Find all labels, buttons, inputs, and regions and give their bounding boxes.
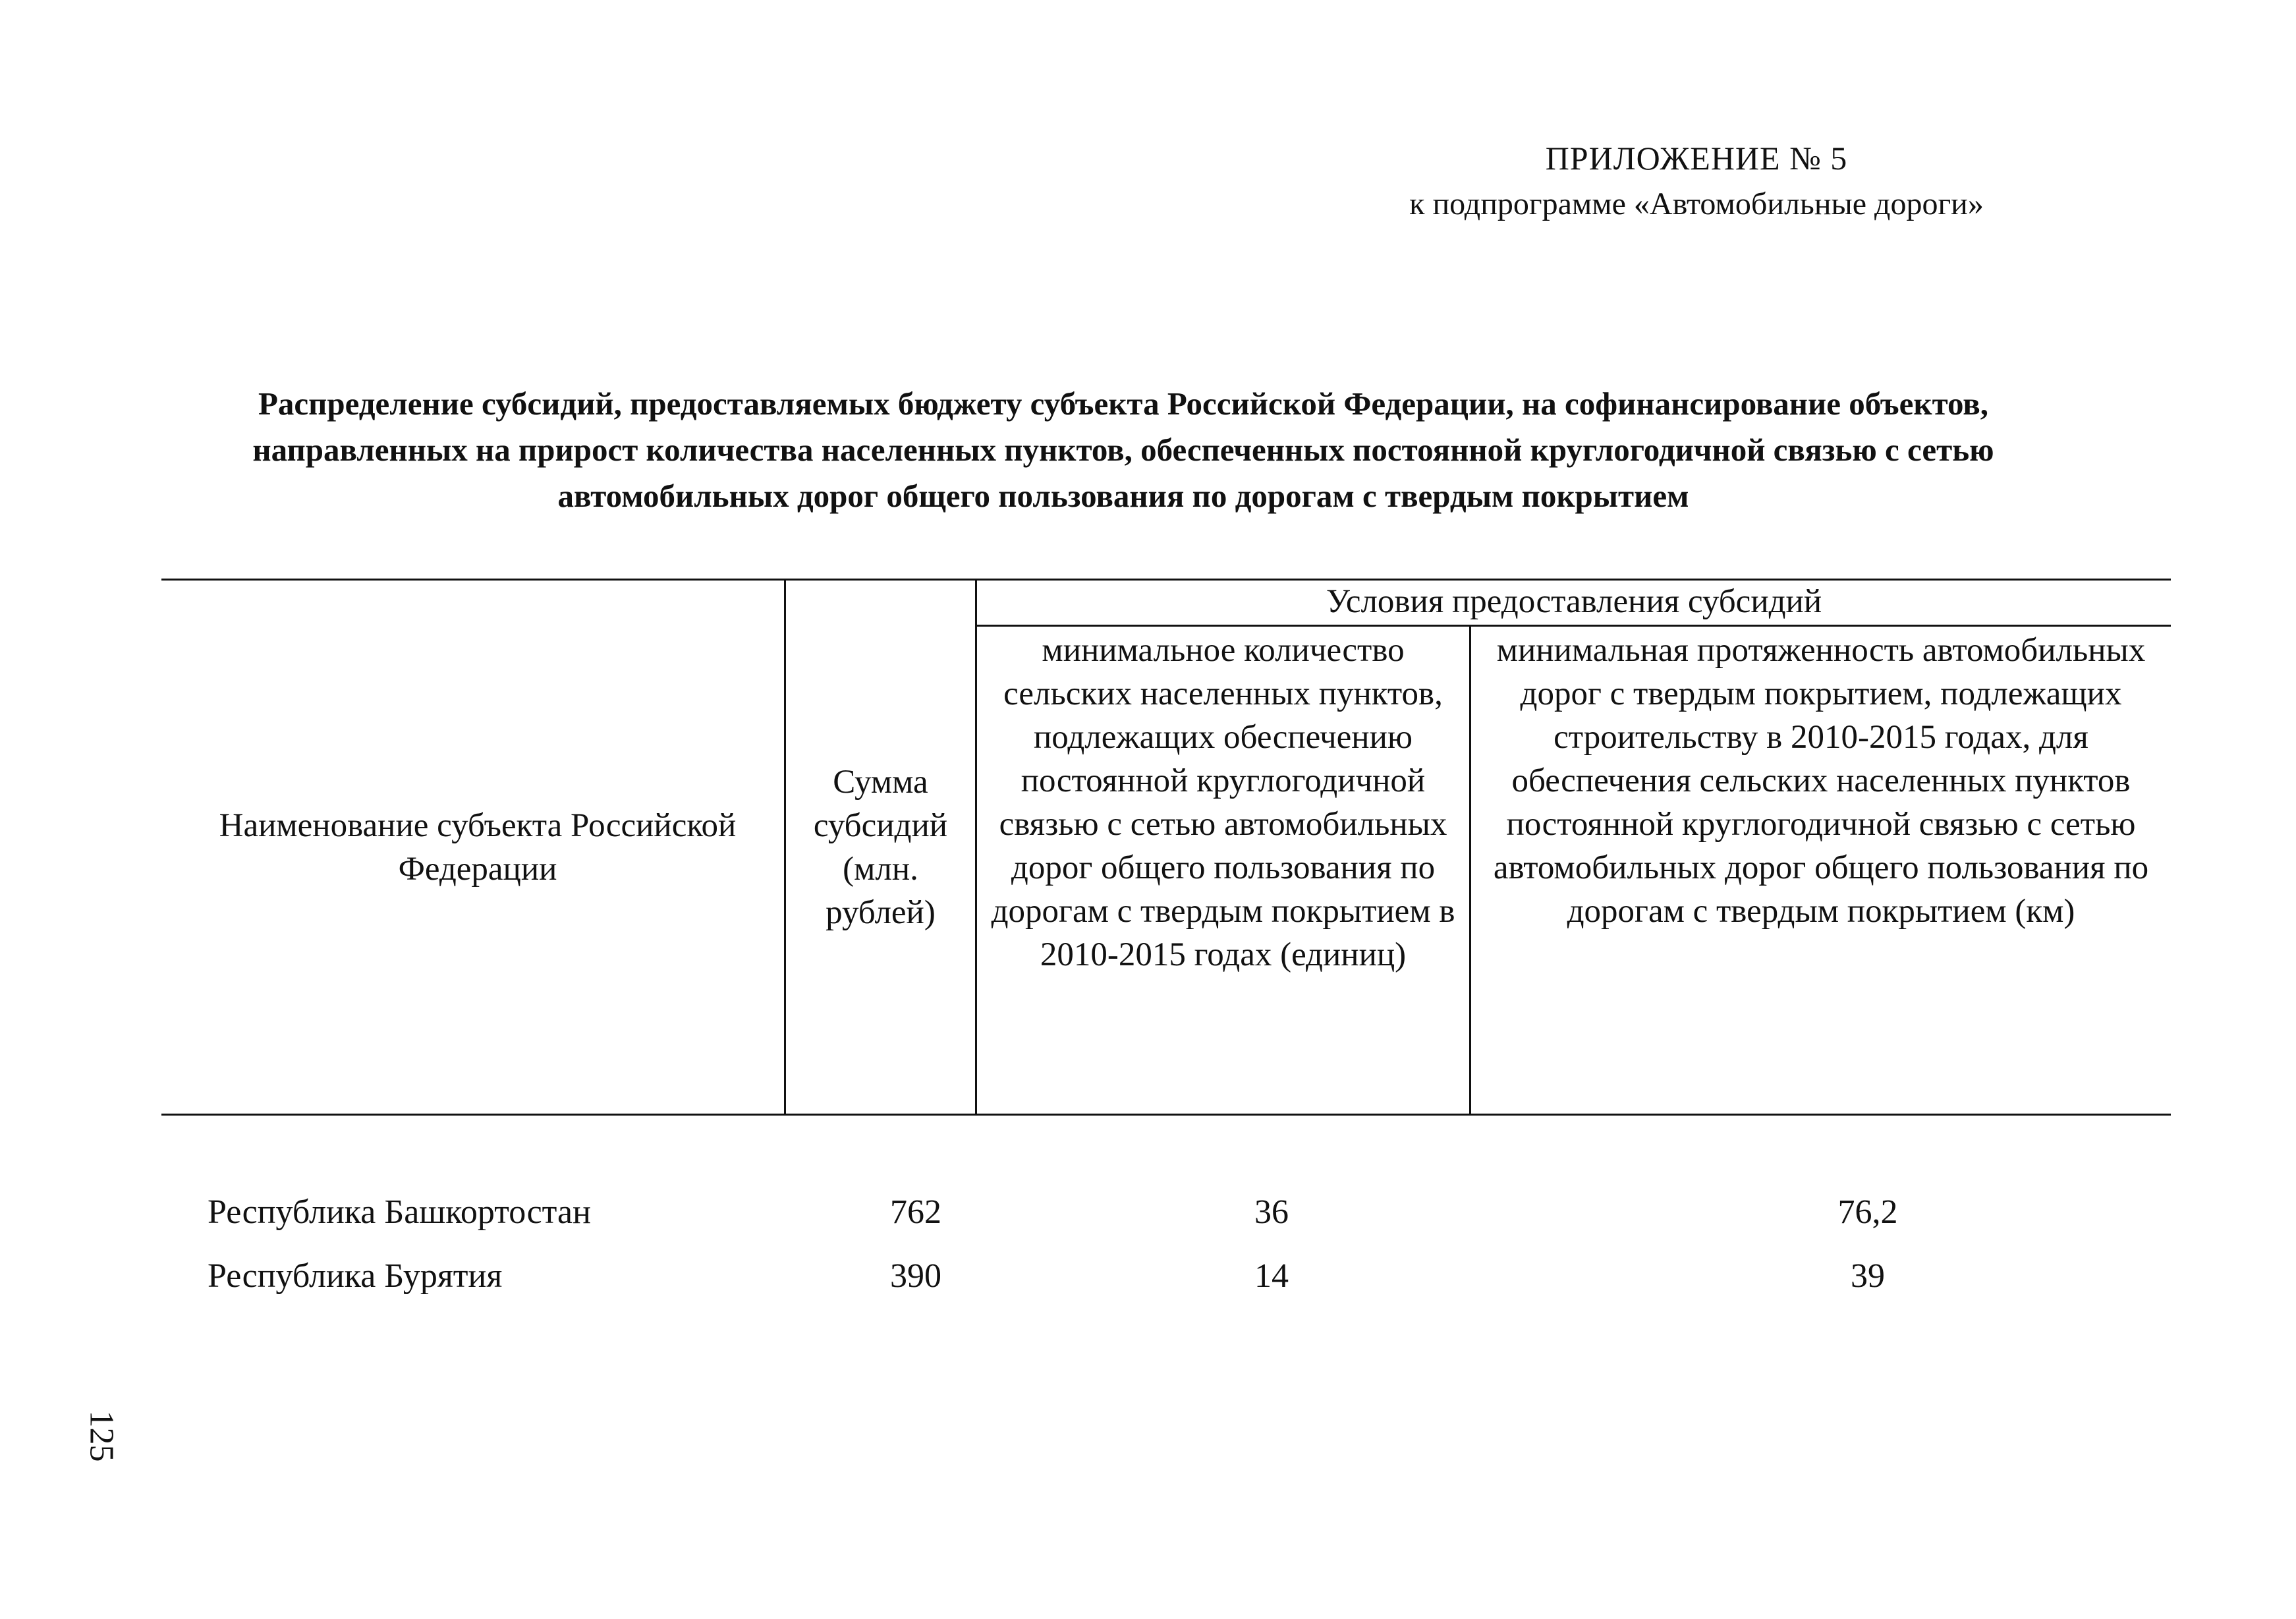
row-min-road-length: 76,2 [1837,1193,1898,1231]
heading-line-2: направленных на прирост количества населенных пунктов, обеспеченных постоянной круглогодичной связью с сетью [252,432,1994,468]
header-subsidy-sum: Сумма субсидий (млн. рублей) [813,763,948,931]
row-subject-name: Республика Бурятия [208,1257,503,1295]
document-heading [152,381,2095,519]
subsidy-table [161,579,2171,1119]
row-subsidy-sum: 762 [890,1193,941,1231]
annex-subtitle: к подпрограмме «Автомобильные дороги» [1409,186,1984,221]
annex-header [1285,135,2108,227]
table-row [161,1186,2171,1239]
conditions-divider-rule [975,625,2171,627]
row-subject-name: Республика Башкортостан [208,1193,591,1231]
annex-title: ПРИЛОЖЕНИЕ № 5 [1545,140,1848,177]
row-min-road-length: 39 [1851,1257,1885,1295]
heading-line-1: Распределение субсидий, предоставляемых бюджету субъекта Российской Федерации, на софинансирование объектов, [258,385,1989,422]
header-subject-name: Наименование субъекта Российской Федерации [219,807,737,888]
heading-line-3: автомобильных дорог общего пользования по дорогам с твердым покрытием [557,478,1689,514]
header-min-road-length: минимальная протяженность автомобильных дорог с твердым покрытием, подлежащих строительству в 2010-2015 годах, для обеспечения сельских населенных пунктов постоянной круглогодичной связью с сетью автомобильных дорог общего пользования по дорогам с твердым покрытием (км) [1493,632,2149,930]
page-number: 125 [82,1410,121,1462]
row-subsidy-sum: 390 [890,1257,941,1295]
row-min-settlements: 36 [1254,1193,1289,1231]
header-min-settlements: минимальное количество сельских населенных пунктов, подлежащих обеспечению постоянной круглогодичной связью с сетью автомобильных дорог общего пользования по дорогам с твердым покрытием в 2010-2015 годах (единиц) [991,632,1455,973]
table-row [161,1250,2171,1303]
row-min-settlements: 14 [1254,1257,1289,1295]
header-conditions: Условия предоставления субсидий [1326,583,1822,620]
